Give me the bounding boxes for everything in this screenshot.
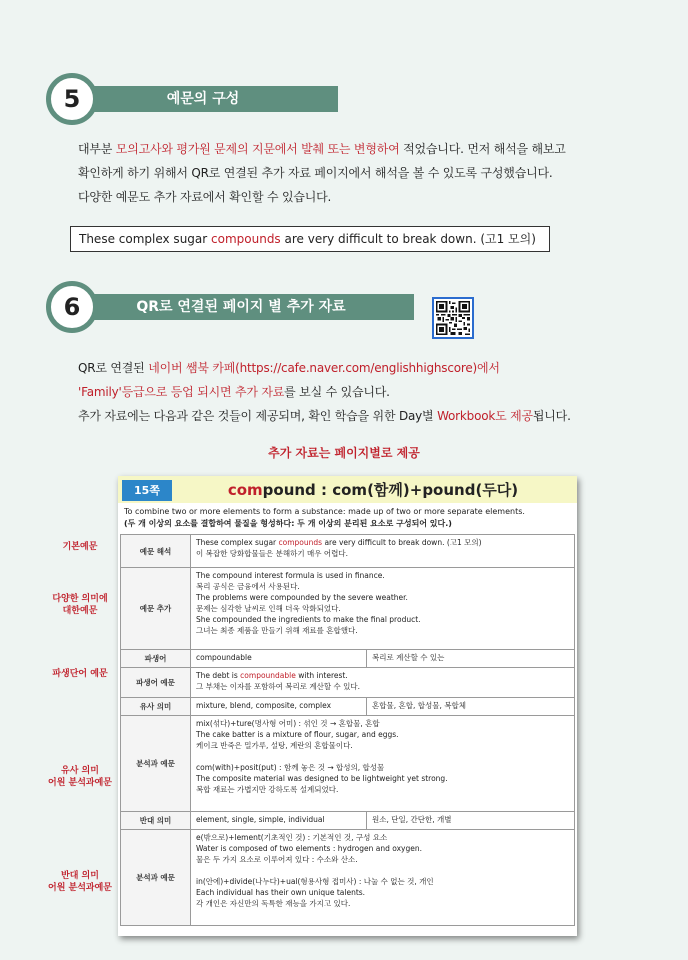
side-label-synonym: 유사 의미 어원 분석과예문 [48, 766, 112, 788]
section6-line1: QR로 연결된 네이버 쌤북 카페(https://cafe.naver.com/englishhighscore)에서 [78, 361, 500, 375]
section6-title: QR로 연결된 페이지 별 추가 자료 [136, 299, 346, 315]
side-label-various: 다양한 의미에 대한예문 [52, 594, 108, 616]
example-sentence-box: These complex sugar compounds are very difficult to break down. (고1 모의) [70, 226, 550, 252]
side-label-derivative: 파생단어 예문 [52, 669, 108, 679]
section6-title-bar [68, 294, 414, 320]
side-label-basic: 기본예문 [62, 542, 98, 552]
table-row: 예문 추가 The compound interest formula is used in finance. 복리 공식은 금융에서 사용된다. The problems were compounded by the severe weather. 문제는 심각한 날씨로 인해 더욱 악화되었다. She compounded the ingredients to make the final product. 그녀는 최종 제품을 만들기 위해 재료를 혼합했다. [121, 568, 575, 650]
section6-line2: 'Family'등급으로 등업 되시면 추가 자료를 보실 수 있습니다. [78, 385, 390, 399]
side-label-antonym: 반대 의미 어원 분석과예문 [48, 871, 112, 893]
table-row: 파생어 예문 The debt is compoundable with interest. 그 부채는 이자를 포함하여 복리로 계산할 수 있다. [121, 668, 575, 698]
cafe-link[interactable]: 네이버 쌤북 카페(https://cafe.naver.com/englishhighscore)에서 [148, 361, 500, 375]
table-row: 유사 의미 mixture, blend, composite, complex 혼합물, 혼합, 합성물, 복합체 [121, 698, 575, 716]
extra-material-caption: 추가 자료는 페이지별로 제공 [268, 446, 420, 460]
word-definition: To combine two or more elements to form a substance: made up of two or more separate elements. (두 개 이상의 요소를 결합하여 물질을 형성하다: 두 개 이상의 분리된 요소로 구성되어 있다.) [124, 507, 525, 528]
section5-title: 예문의 구성 [166, 91, 240, 107]
section5-line1: 대부분 모의고사와 평가원 문제의 지문에서 발췌 또는 변형하여 적었습니다. 먼저 해석을 해보고 [78, 142, 566, 156]
section5-number: 5 [46, 73, 98, 125]
section5-line2: 확인하게 하기 위해서 QR로 연결된 추가 자료 페이지에서 해석을 볼 수 있도록 구성했습니다. [78, 166, 553, 180]
section6-number: 6 [46, 281, 98, 333]
sample-header [118, 476, 577, 503]
table-row: 예문 해석 These complex sugar compounds are very difficult to break down. (고1 모의) 이 복잡한 당화합물들은 분해하기 매우 어렵다. [121, 535, 575, 568]
page-number-badge: 15쪽 [122, 480, 172, 501]
section5-title-bar [68, 86, 338, 112]
table-row: 파생어 compoundable 복리로 계산할 수 있는 [121, 650, 575, 668]
table-row: 반대 의미 element, single, simple, individual 원소, 단일, 간단한, 개별 [121, 812, 575, 830]
qr-code-icon[interactable] [432, 297, 474, 339]
table-row: 분석과 예문 mix(섞다)+ture(명사형 어미) : 섞인 것 → 혼합물, 혼합 The cake batter is a mixture of flour, sugar, and eggs. 케이크 반죽은 밀가루, 설탕, 계란의 혼합물이다. com(with)+posit(put) : 함께 놓은 것 → 합성의, 합성물 The composite material was designed to be lightweight yet strong. 복합 재료는 가볍지만 강하도록 설계되었다. [121, 716, 575, 812]
section5-line3: 다양한 예문도 추가 자료에서 확인할 수 있습니다. [78, 190, 332, 204]
word-detail-table [120, 534, 575, 926]
sample-page-preview [118, 476, 577, 936]
word-title: compound : com(함께)+pound(두다) [227, 481, 519, 499]
section6-line3: 추가 자료에는 다음과 같은 것들이 제공되며, 확인 학습을 위한 Day별 Workbook도 제공됩니다. [78, 409, 571, 423]
section5-highlight: 모의고사와 평가원 문제의 지문에서 발췌 또는 변형하여 [115, 142, 400, 156]
table-row: 분석과 예문 e(밖으로)+lement(기초적인 것) : 기본적인 것, 구성 요소 Water is composed of two elements : hydrogen and oxygen. 물은 두 가지 요소로 이루어져 있다 : 수소와 산소. in(안에)+divide(나누다)+ual(형용사형 접미사) : 나눌 수 없는 것, 개인 Each individual has their own unique talents. 각 개인은 자신만의 독특한 재능을 가지고 있다. [121, 830, 575, 926]
